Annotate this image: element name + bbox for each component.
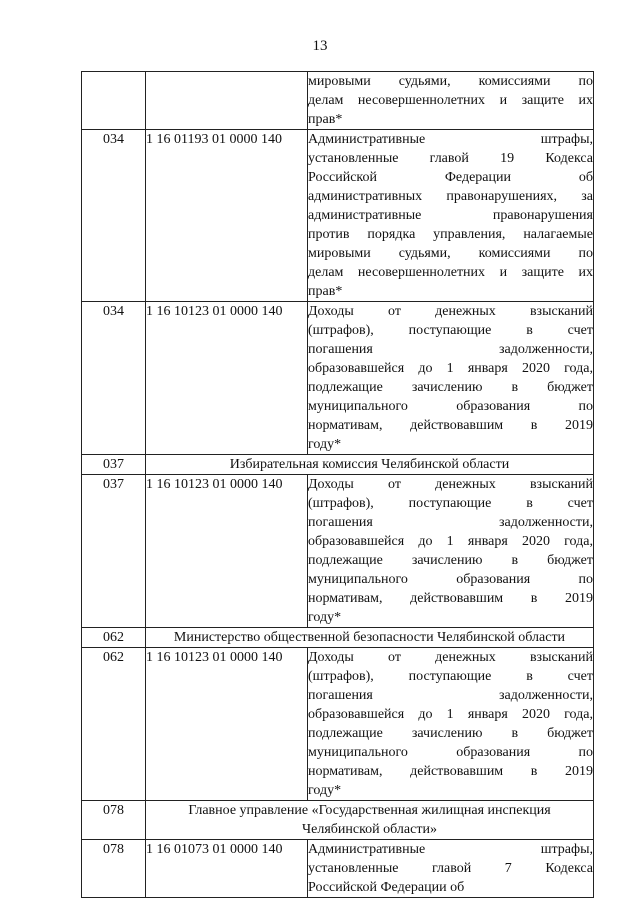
section-header-row: [82, 455, 594, 475]
section-title-cell: [146, 455, 594, 475]
description-line: погашения задолженности,: [308, 342, 593, 357]
description-line: (штрафов), поступающие в счет: [308, 496, 593, 511]
revenue-description-cell: [308, 475, 594, 628]
description-line: образовавшейся до 1 января 2020 года,: [308, 534, 593, 549]
revenue-description-cell: [308, 302, 594, 455]
description-line: образовавшейся до 1 января 2020 года,: [308, 361, 593, 376]
revenue-description-cell: [308, 130, 594, 302]
description-line: муниципального образования по: [308, 745, 593, 760]
description-line: образовавшейся до 1 января 2020 года,: [308, 707, 593, 722]
table-row: [82, 130, 594, 302]
table-row: [82, 840, 594, 898]
description-line: прав*: [308, 112, 343, 127]
description-line: Российской Федерации об: [308, 880, 465, 895]
table-row: [82, 475, 594, 628]
revenue-description-cell: [308, 648, 594, 801]
admin-code-cell: 034: [82, 302, 146, 455]
section-title-line: Министерство общественной безопасности Челябинской области: [173, 630, 566, 645]
admin-code-cell: 078: [82, 840, 146, 898]
revenue-description-cell: [308, 72, 594, 130]
description-line: Доходы от денежных взысканий: [308, 304, 593, 319]
admin-code-cell: 078: [82, 801, 146, 840]
description-line: установленные главой 19 Кодекса: [308, 151, 593, 166]
section-title-line: Главное управление «Государственная жилищная инспекция: [188, 803, 551, 818]
description-line: против порядка управления, налагаемые: [308, 227, 593, 242]
table-row: [82, 302, 594, 455]
description-line: погашения задолженности,: [308, 515, 593, 530]
description-line: году*: [308, 783, 342, 798]
budget-classification-code-cell: 1 16 01073 01 0000 140: [146, 840, 308, 898]
table-body: [82, 72, 594, 898]
description-line: мировыми судьями, комиссиями по: [308, 246, 593, 261]
admin-code-cell: 037: [82, 475, 146, 628]
description-line: году*: [308, 610, 342, 625]
description-line: нормативам, действовавшим в 2019: [308, 764, 593, 779]
description-line: (штрафов), поступающие в счет: [308, 323, 593, 338]
description-line: Административные штрафы,: [308, 132, 593, 147]
budget-classification-code-cell: 1 16 10123 01 0000 140: [146, 302, 308, 455]
description-line: Административные штрафы,: [308, 842, 593, 857]
description-line: административных правонарушениях, за: [308, 189, 593, 204]
section-header-row: [82, 801, 594, 840]
table-row: [82, 648, 594, 801]
budget-classification-code-cell: 1 16 10123 01 0000 140: [146, 475, 308, 628]
description-line: прав*: [308, 284, 343, 299]
description-line: Российской Федерации об: [308, 170, 593, 185]
description-line: нормативам, действовавшим в 2019: [308, 418, 593, 433]
description-line: муниципального образования по: [308, 572, 593, 587]
admin-code-cell: 062: [82, 628, 146, 648]
admin-code-cell: [82, 72, 146, 130]
description-line: подлежащие зачислению в бюджет: [308, 553, 593, 568]
budget-classification-code-cell: 1 16 10123 01 0000 140: [146, 648, 308, 801]
description-line: установленные главой 7 Кодекса: [308, 861, 593, 876]
revenue-codes-table: [81, 71, 594, 898]
description-line: подлежащие зачислению в бюджет: [308, 726, 593, 741]
description-line: административные правонарушения: [308, 208, 593, 223]
section-title-line: Челябинской области»: [302, 822, 437, 837]
description-line: нормативам, действовавшим в 2019: [308, 591, 593, 606]
description-line: Доходы от денежных взысканий: [308, 477, 593, 492]
admin-code-cell: 062: [82, 648, 146, 801]
section-title-cell: [146, 801, 594, 840]
admin-code-cell: 034: [82, 130, 146, 302]
admin-code-cell: 037: [82, 455, 146, 475]
description-line: делам несовершеннолетних и защите их: [308, 265, 593, 280]
table-row: [82, 72, 594, 130]
revenue-description-cell: [308, 840, 594, 898]
description-line: подлежащие зачислению в бюджет: [308, 380, 593, 395]
section-title-cell: [146, 628, 594, 648]
description-line: (штрафов), поступающие в счет: [308, 669, 593, 684]
description-line: мировыми судьями, комиссиями по: [308, 74, 593, 89]
description-line: погашения задолженности,: [308, 688, 593, 703]
budget-classification-code-cell: [146, 72, 308, 130]
description-line: делам несовершеннолетних и защите их: [308, 93, 593, 108]
description-line: году*: [308, 437, 342, 452]
page-number: 13: [312, 38, 328, 54]
section-title-line: Избирательная комиссия Челябинской области: [229, 457, 510, 472]
budget-classification-code-cell: 1 16 01193 01 0000 140: [146, 130, 308, 302]
description-line: муниципального образования по: [308, 399, 593, 414]
section-header-row: [82, 628, 594, 648]
description-line: Доходы от денежных взысканий: [308, 650, 593, 665]
